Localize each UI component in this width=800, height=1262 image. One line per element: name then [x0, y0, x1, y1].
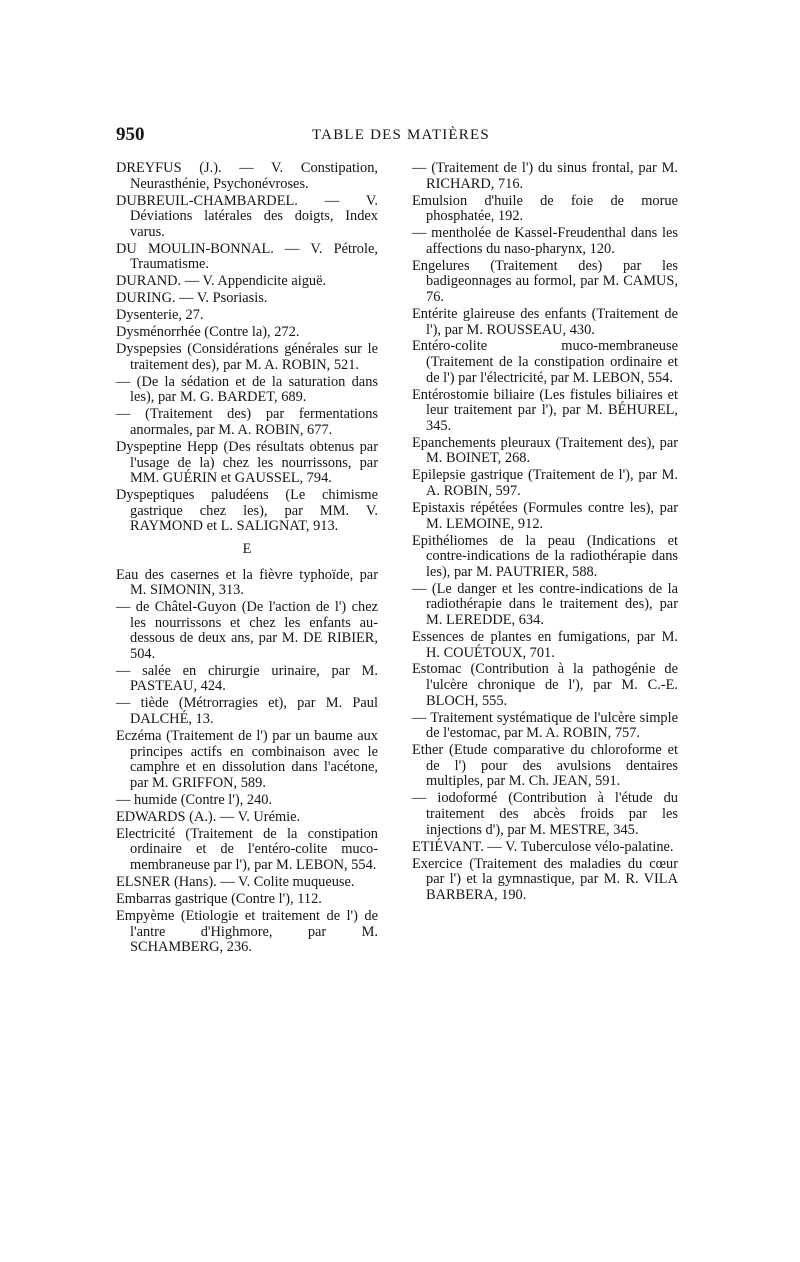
index-entry: Epistaxis répétées (Formules contre les), par M. LEMOINE, 912.	[412, 499, 678, 532]
index-entry: DU MOULIN-BONNAL. — V. Pétrole, Traumatisme.	[116, 240, 378, 273]
index-entry: Dysménorrhée (Contre la), 272.	[116, 324, 300, 341]
index-entry: DREYFUS (J.). — V. Constipation, Neurasthénie, Psychonévroses.	[116, 160, 378, 192]
index-entry: Dysenterie, 27.	[116, 307, 204, 324]
index-entry: — Traitement systématique de l'ulcère simple de l'estomac, par M. A. ROBIN, 757.	[412, 709, 678, 742]
index-entry: — (De la sédation et de la saturation dans les), par M. G. BARDET, 689.	[116, 373, 378, 406]
index-entry: DURAND. — V. Appendicite aiguë.	[116, 273, 327, 290]
index-entry: — de Châtel-Guyon (De l'action de l') chez les nourrissons et chez les enfants au-dessous de deux ans, par M. DE RIBIER, 504.	[116, 599, 378, 662]
index-entry: EDWARDS (A.). — V. Urémie.	[116, 808, 301, 825]
entries-before	[116, 161, 378, 535]
index-entry: Entérostomie biliaire (Les fistules biliaires et leur traitement par l'), par M. BÉHUREL, 345.	[412, 386, 678, 434]
index-entry: Essences de plantes en fumigations, par M. H. COUÉTOUX, 701.	[412, 628, 678, 661]
index-entry: Eczéma (Traitement de l') par un baume aux principes actifs en combinaison avec le camphre et en dissolution dans l'acétone, par M. GRIFFON, 589.	[116, 728, 378, 791]
index-entry: Engelures (Traitement des) par les badigeonnages au formol, par M. CAMUS, 76.	[412, 257, 678, 305]
index-entry: Entérite glaireuse des enfants (Traitement de l'), par M. ROUSSEAU, 430.	[412, 305, 678, 338]
index-entry: — tiède (Métrorragies et), par M. Paul DALCHÉ, 13.	[116, 695, 378, 728]
index-entry: DUBREUIL-CHAMBARDEL. — V. Déviations latérales des doigts, Index varus.	[116, 192, 378, 240]
index-entry: — (Traitement de l') du sinus frontal, par M. RICHARD, 716.	[412, 160, 678, 192]
index-entry: Dyspepsies (Considérations générales sur le traitement des), par M. A. ROBIN, 521.	[116, 341, 378, 373]
index-entry: Embarras gastrique (Contre l'), 112.	[116, 890, 322, 907]
right-column	[412, 161, 678, 905]
index-entry: Estomac (Contribution à la pathogénie de l'ulcère chronique de l'), par M. C.-E. BLOCH, 555.	[412, 661, 678, 709]
index-entry: ELSNER (Hans). — V. Colite muqueuse.	[116, 873, 355, 890]
index-entry: — (Le danger et les contre-indications de la radiothérapie dans le traitement des), par M. LEREDDE, 634.	[412, 580, 678, 628]
index-entry: — humide (Contre l'), 240.	[116, 791, 273, 808]
index-entry: Empyème (Etiologie et traitement de l') de l'antre d'Highmore, par M. SCHAMBERG, 236.	[116, 907, 378, 956]
index-entry: Epithéliomes de la peau (Indications et contre-indications de la radiothérapie dans les), par M. PAUTRIER, 588.	[412, 532, 678, 580]
page-header	[116, 124, 656, 150]
index-entry: Dyspeptine Hepp (Des résultats obtenus par l'usage de la) chez les nourrissons, par MM. GUÉRIN et GAUSSEL, 794.	[116, 439, 378, 487]
index-entry: ETIÉVANT. — V. Tuberculose vélo-palatine.	[412, 838, 674, 855]
left-column	[116, 161, 378, 957]
section-letter: E	[242, 540, 252, 557]
index-entry: Eau des casernes et la fièvre typhoïde, par M. SIMONIN, 313.	[116, 566, 378, 599]
index-entry: — mentholée de Kassel-Freudenthal dans les affections du naso-pharynx, 120.	[412, 225, 678, 257]
index-entry: Dyspeptiques paludéens (Le chimisme gastrique chez les), par MM. V. RAYMOND et L. SALIGNAT, 913.	[116, 487, 378, 535]
index-entry: Emulsion d'huile de foie de morue phosphatée, 192.	[412, 192, 678, 225]
page-number: 950	[116, 124, 145, 145]
index-entry: Entéro-colite muco-membraneuse (Traitement de la constipation ordinaire et de l') par l'électricité, par M. LEBON, 554.	[412, 338, 678, 386]
index-entry: Epanchements pleuraux (Traitement des), par M. BOINET, 268.	[412, 434, 678, 467]
index-entry: Exercice (Traitement des maladies du cœur par l') et la gymnastique, par M. R. VILA BARBERA, 190.	[412, 855, 678, 903]
running-title: TABLE DES MATIÈRES	[312, 127, 490, 143]
index-entry: DURING. — V. Psoriasis.	[116, 290, 268, 307]
index-entry: — iodoformé (Contribution à l'étude du traitement des abcès froids par les injections d'), par M. MESTRE, 345.	[412, 790, 678, 838]
entries-after	[116, 568, 378, 956]
index-entry: — salée en chirurgie urinaire, par M. PASTEAU, 424.	[116, 662, 378, 695]
index-entry: Ether (Etude comparative du chloroforme et de l') pour des avulsions dentaires multiples, par M. Ch. JEAN, 591.	[412, 742, 678, 790]
index-entry: Epilepsie gastrique (Traitement de l'), par M. A. ROBIN, 597.	[412, 467, 678, 499]
index-entry: — (Traitement des) par fermentations anormales, par M. A. ROBIN, 677.	[116, 406, 378, 439]
index-entry: Electricité (Traitement de la constipation ordinaire et de l'entéro-colite muco-membraneuse par l'), par M. LEBON, 554.	[116, 825, 378, 873]
